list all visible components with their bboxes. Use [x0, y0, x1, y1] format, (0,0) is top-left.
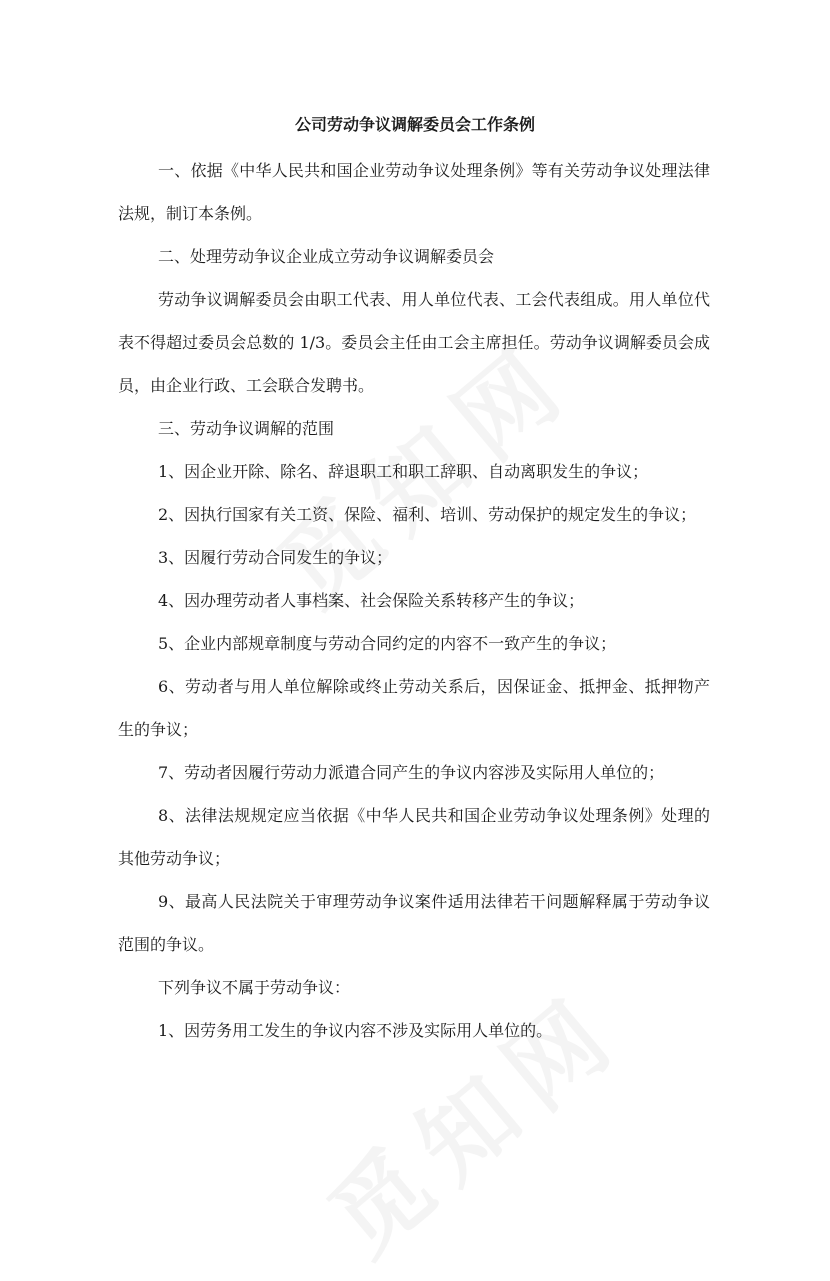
section-heading-committee: 二、处理劳动争议企业成立劳动争议调解委员会: [158, 247, 495, 266]
document-title: 公司劳动争议调解委员会工作条例: [294, 115, 535, 134]
list-item: 5、企业内部规章制度与劳动合同约定的内容不一致产生的争议；: [158, 634, 617, 653]
list-item: 1、因企业开除、除名、辞退职工和职工辞职、自动离职发生的争议；: [158, 462, 649, 481]
list-item: 8、法律法规规定应当依据《中华人民共和国企业劳动争议处理条例》处理的其他劳动争议；: [118, 806, 710, 868]
document-body: [118, 149, 710, 1052]
section-heading-scope: 三、劳动争议调解的范围: [158, 419, 335, 438]
paragraph-basis: 一、依据《中华人民共和国企业劳动争议处理条例》等有关劳动争议处理法律法规，制订本条例。: [118, 161, 710, 223]
list-item: 1、因劳务用工发生的争议内容不涉及实际用人单位的。: [158, 1021, 553, 1040]
list-item: 4、因办理劳动者人事档案、社会保险关系转移产生的争议；: [158, 591, 585, 610]
list-item: 7、劳动者因履行劳动力派遣合同产生的争议内容涉及实际用人单位的；: [158, 763, 665, 782]
section-heading-exclusions: 下列争议不属于劳动争议：: [158, 978, 351, 997]
paragraph-committee-composition: 劳动争议调解委员会由职工代表、用人单位代表、工会代表组成。用人单位代表不得超过委员会总数的 1/3。委员会主任由工会主席担任。劳动争议调解委员会成员，由企业行政、工会联合发聘书。: [118, 290, 710, 395]
list-item: 6、劳动者与用人单位解除或终止劳动关系后，因保证金、抵押金、抵押物产生的争议；: [118, 677, 710, 739]
list-item: 2、因执行国家有关工资、保险、福利、培训、劳动保护的规定发生的争议；: [158, 505, 697, 524]
list-item: 9、最高人民法院关于审理劳动争议案件适用法律若干问题解释属于劳动争议范围的争议。: [118, 892, 710, 954]
list-item: 3、因履行劳动合同发生的争议；: [158, 548, 393, 567]
